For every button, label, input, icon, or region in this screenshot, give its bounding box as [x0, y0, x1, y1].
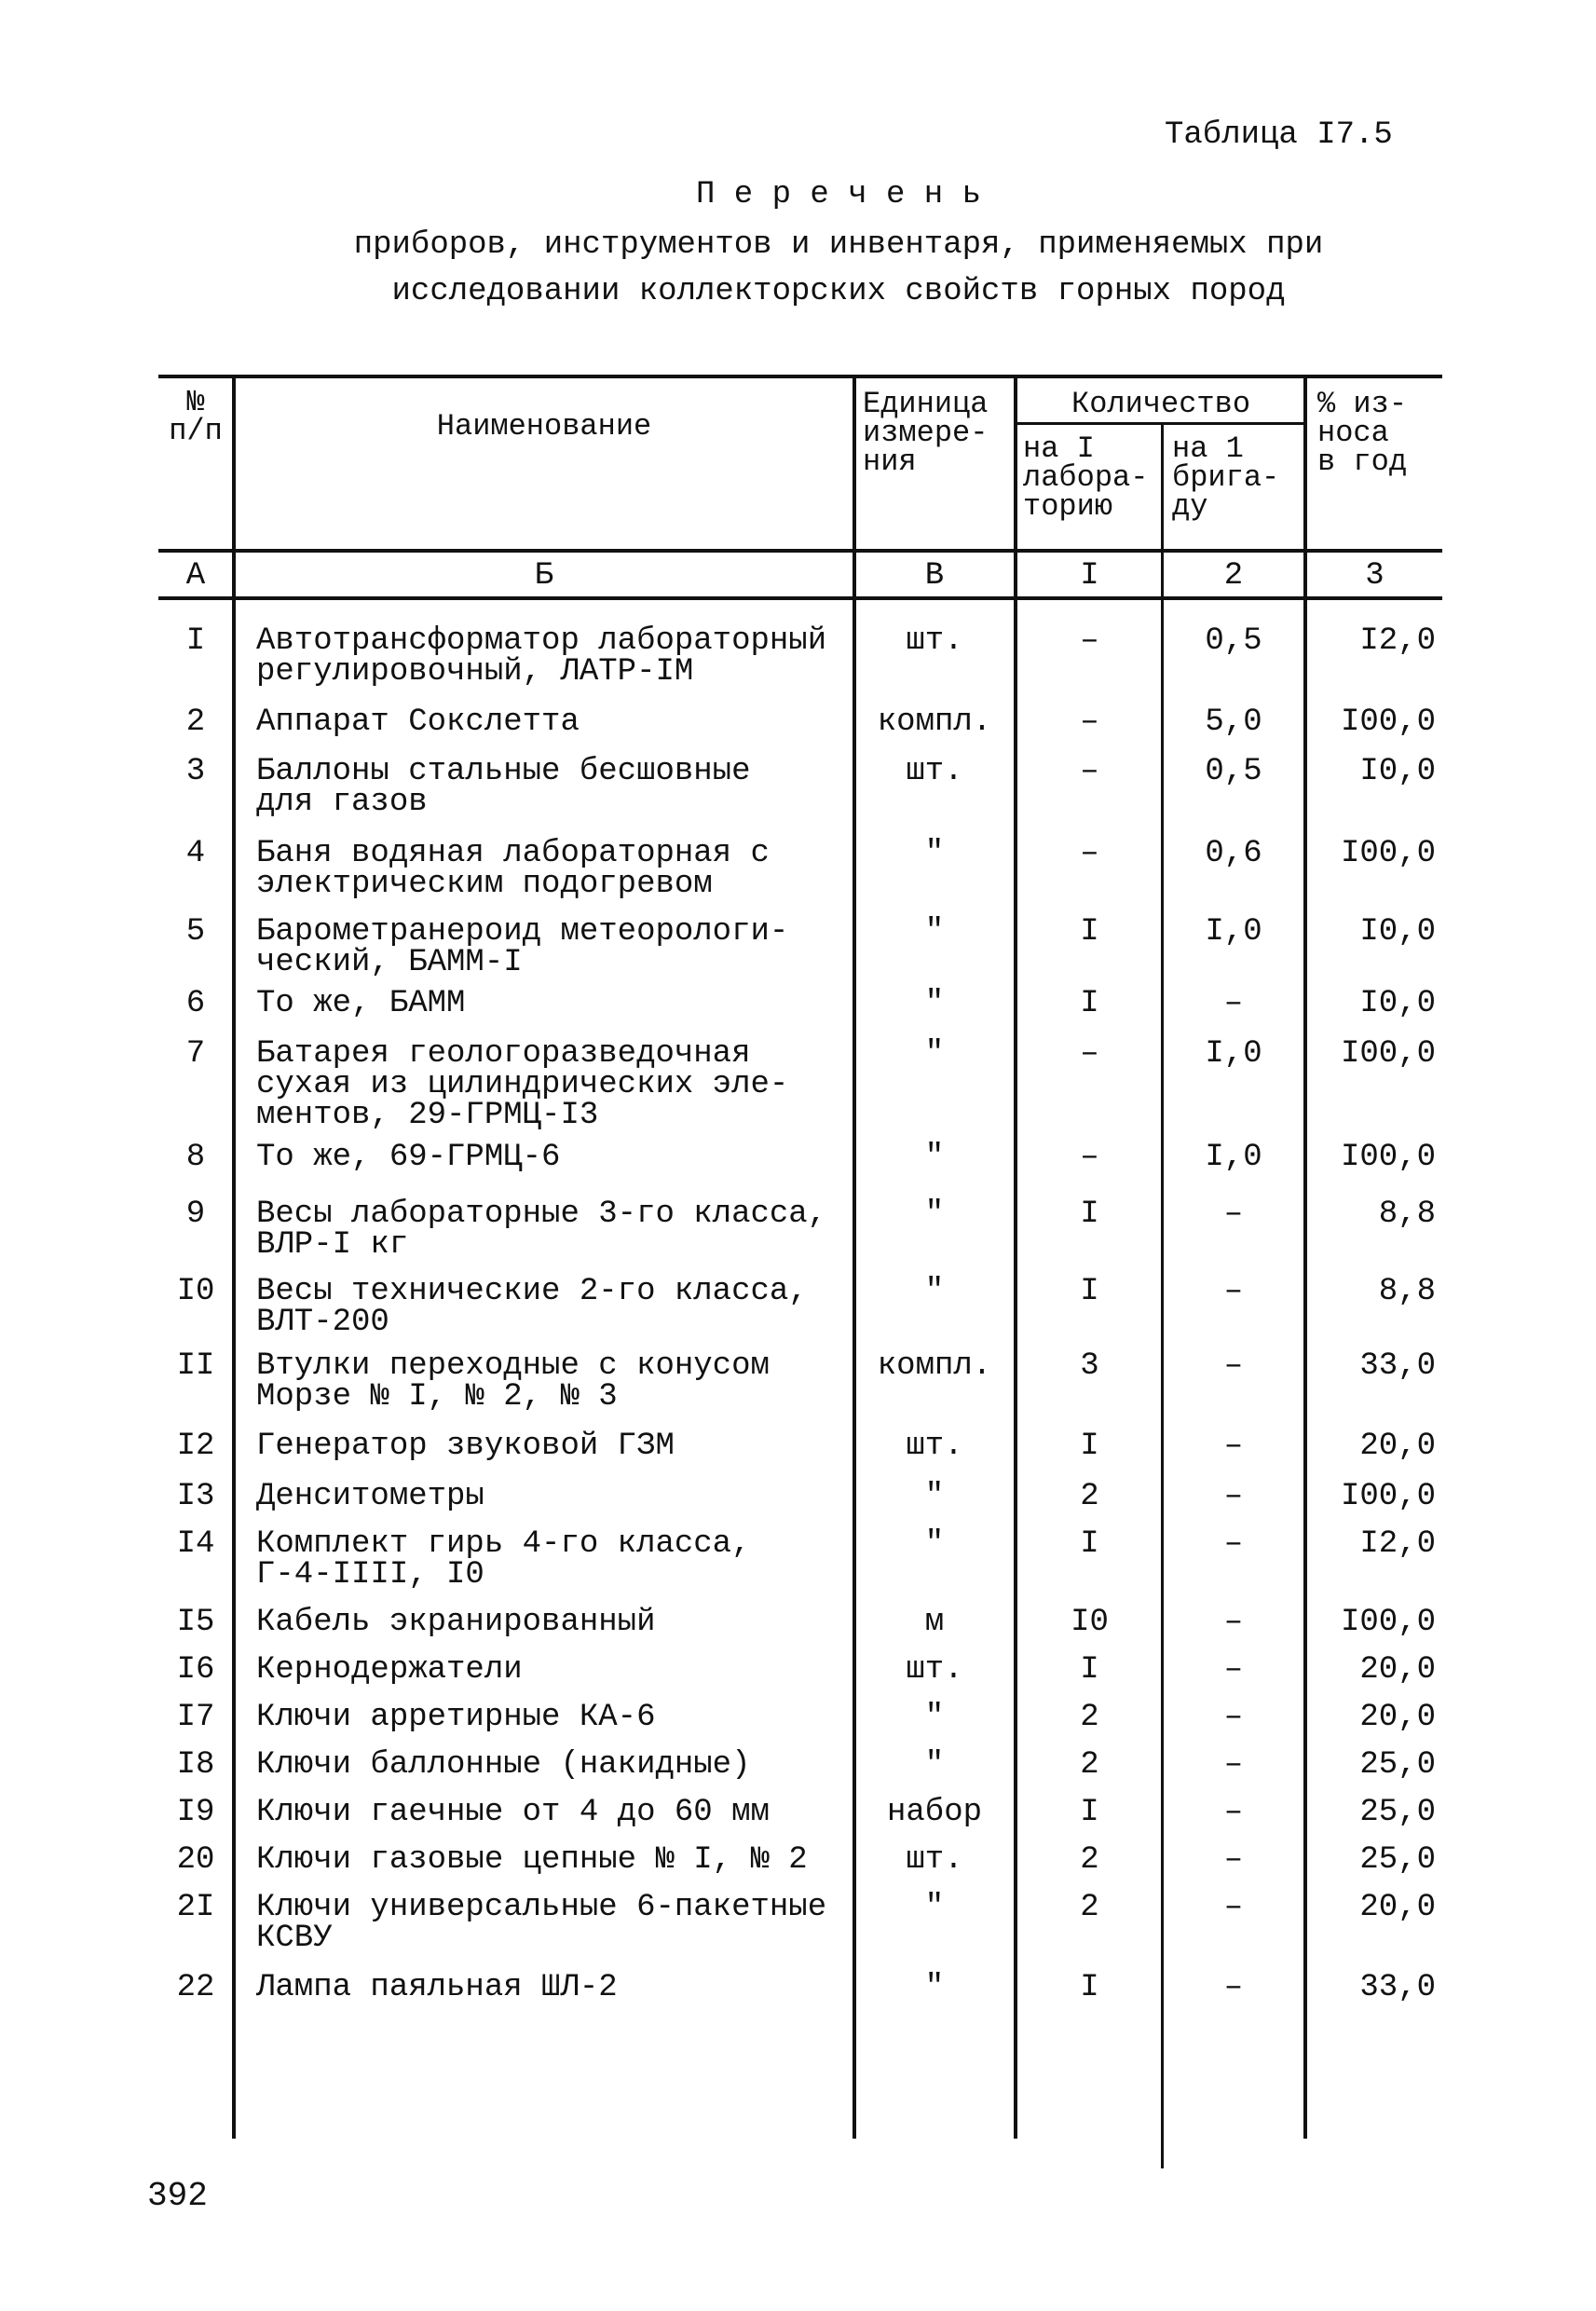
cell-brigade: –	[1223, 1700, 1244, 1735]
cell-unit: "	[924, 1140, 945, 1175]
cell-lab: –	[1080, 623, 1099, 659]
cell-name: Ключи универсальные 6-пакетные КСВУ	[256, 1890, 827, 1956]
cell-num: I9	[176, 1795, 215, 1830]
cell-lab: 2	[1080, 1842, 1099, 1878]
cell-brigade: I,0	[1205, 1036, 1262, 1072]
cell-unit: шт.	[906, 754, 963, 789]
cell-name: Денситометры	[256, 1479, 484, 1514]
cell-name: Кернодержатели	[256, 1652, 523, 1688]
cell-unit: шт.	[906, 1429, 963, 1464]
cell-unit: "	[924, 1479, 945, 1514]
header-wear: % из- носа в год	[1317, 387, 1408, 479]
cell-name: Батарея геологоразведочная сухая из цилиндрических эле- ментов, 29-ГРМЦ-I3	[256, 1036, 789, 1133]
cell-wear: I00,0	[1340, 1036, 1436, 1072]
cell-unit: шт.	[906, 1652, 963, 1688]
cell-lab: 2	[1080, 1479, 1099, 1514]
cell-brigade: –	[1223, 1890, 1244, 1925]
cell-num: I3	[176, 1479, 215, 1514]
cell-wear: I2,0	[1359, 623, 1436, 659]
cell-lab: –	[1080, 754, 1099, 789]
letters-bottom-rule	[158, 596, 1442, 600]
cell-lab: 2	[1080, 1890, 1099, 1925]
cell-num: 5	[185, 914, 206, 950]
cell-unit: компл.	[877, 1348, 992, 1384]
col-letter: А	[185, 558, 206, 594]
cell-num: II	[176, 1348, 215, 1384]
page-title: П е р е ч е н ь	[695, 177, 982, 212]
cell-wear: 20,0	[1359, 1890, 1436, 1925]
cell-wear: I0,0	[1359, 914, 1436, 950]
cell-unit: "	[924, 1890, 945, 1925]
cell-brigade: –	[1223, 1747, 1244, 1783]
cell-unit: "	[924, 1197, 945, 1232]
cell-brigade: –	[1223, 1526, 1244, 1562]
cell-unit: "	[924, 1526, 945, 1562]
cell-brigade: I,0	[1205, 914, 1262, 950]
header-num: № п/п	[169, 385, 223, 448]
cell-unit: "	[924, 986, 945, 1021]
cell-name: Баня водяная лабораторная с электрическим подогревом	[256, 836, 770, 902]
cell-brigade: 0,5	[1205, 623, 1262, 659]
cell-name: Весы лабораторные 3-го класса, ВЛР-I кг	[256, 1197, 827, 1263]
cell-lab: I	[1080, 986, 1099, 1021]
cell-wear: I0,0	[1359, 986, 1436, 1021]
header-quantity: Количество	[1071, 387, 1251, 421]
cell-brigade: –	[1223, 1842, 1244, 1878]
cell-unit: м	[924, 1605, 945, 1640]
cell-unit: шт.	[906, 623, 963, 659]
cell-unit: шт.	[906, 1842, 963, 1878]
cell-name: Автотрансформатор лабораторный регулировочный, ЛАТР-IМ	[256, 623, 827, 690]
col-letter: Б	[534, 558, 554, 594]
cell-wear: I00,0	[1340, 836, 1436, 871]
cell-lab: I	[1080, 1970, 1099, 2005]
header-unit: Единица измере- ния	[863, 387, 989, 479]
cell-brigade: –	[1223, 1479, 1244, 1514]
cell-name: Ключи гаечные от 4 до 60 мм	[256, 1795, 770, 1830]
cell-wear: 8,8	[1378, 1197, 1436, 1232]
cell-wear: I00,0	[1340, 704, 1436, 740]
cell-lab: 2	[1080, 1700, 1099, 1735]
subtitle-line-2: исследовании коллекторских свойств горных пород	[391, 274, 1286, 309]
cell-wear: 8,8	[1378, 1274, 1436, 1309]
page-number: 392	[147, 2177, 208, 2215]
cell-wear: 25,0	[1359, 1747, 1436, 1783]
cell-lab: I	[1080, 1274, 1099, 1309]
cell-lab: –	[1080, 704, 1099, 740]
cell-num: I8	[176, 1747, 215, 1783]
subtitle-line-1: приборов, инструментов и инвентаря, применяемых при	[353, 227, 1324, 263]
cell-wear: I2,0	[1359, 1526, 1436, 1562]
cell-wear: I0,0	[1359, 754, 1436, 789]
cell-name: Лампа паяльная ШЛ-2	[256, 1970, 618, 2005]
cell-num: 2	[185, 704, 206, 740]
cell-lab: I	[1080, 1197, 1099, 1232]
cell-lab: –	[1080, 1036, 1099, 1072]
cell-brigade: –	[1223, 1970, 1244, 2005]
cell-brigade: –	[1223, 1605, 1244, 1640]
col-letter: В	[924, 558, 945, 594]
cell-num: I4	[176, 1526, 215, 1562]
cell-brigade: I,0	[1205, 1140, 1262, 1175]
cell-name: Кабель экранированный	[256, 1605, 656, 1640]
cell-num: I2	[176, 1429, 215, 1464]
cell-name: Баллоны стальные бесшовные для газов	[256, 754, 751, 820]
header-per-lab: на I лабора- торию	[1023, 431, 1149, 524]
header-bottom-rule	[158, 549, 1442, 553]
table-label: Таблица I7.5	[1165, 117, 1393, 153]
cell-wear: 20,0	[1359, 1429, 1436, 1464]
cell-lab: 3	[1080, 1348, 1099, 1384]
cell-brigade: –	[1223, 1429, 1244, 1464]
cell-brigade: –	[1223, 1652, 1244, 1688]
cell-unit: "	[924, 836, 945, 871]
cell-lab: I0	[1071, 1605, 1109, 1640]
cell-name: Аппарат Сокслетта	[256, 704, 580, 740]
cell-name: Барометранероид метеорологи- ческий, БАММ-I	[256, 914, 789, 980]
cell-brigade: –	[1223, 986, 1244, 1021]
table-top-rule	[158, 375, 1442, 378]
cell-unit: "	[924, 914, 945, 950]
cell-num: 4	[185, 836, 206, 871]
cell-brigade: –	[1223, 1795, 1244, 1830]
cell-wear: 20,0	[1359, 1700, 1436, 1735]
cell-unit: "	[924, 1970, 945, 2005]
cell-lab: 2	[1080, 1747, 1099, 1783]
cell-brigade: 0,6	[1205, 836, 1262, 871]
cell-unit: "	[924, 1036, 945, 1072]
cell-name: Комплект гирь 4-го класса, Г-4-IIII, I0	[256, 1526, 751, 1593]
cell-num: 9	[185, 1197, 206, 1232]
cell-brigade: –	[1223, 1274, 1244, 1309]
cell-name: Весы технические 2-го класса, ВЛТ-200	[256, 1274, 808, 1340]
cell-name: Ключи газовые цепные № I, № 2	[256, 1842, 808, 1878]
cell-lab: I	[1080, 1795, 1099, 1830]
cell-lab: I	[1080, 1526, 1099, 1562]
cell-num: 8	[185, 1140, 206, 1175]
cell-name: Ключи арретирные КА-6	[256, 1700, 656, 1735]
cell-num: I	[185, 623, 206, 659]
cell-name: То же, БАММ	[256, 986, 466, 1021]
cell-wear: 20,0	[1359, 1652, 1436, 1688]
cell-wear: 25,0	[1359, 1795, 1436, 1830]
cell-wear: I00,0	[1340, 1479, 1436, 1514]
cell-wear: 33,0	[1359, 1348, 1436, 1384]
cell-lab: –	[1080, 1140, 1099, 1175]
cell-name: Втулки переходные с конусом Морзе № I, № 2, № 3	[256, 1348, 770, 1415]
quantity-sub-rule	[1015, 422, 1304, 425]
cell-lab: I	[1080, 914, 1099, 950]
cell-brigade: –	[1223, 1348, 1244, 1384]
cell-num: I6	[176, 1652, 215, 1688]
cell-num: 6	[185, 986, 206, 1021]
cell-brigade: 5,0	[1205, 704, 1262, 740]
cell-unit: набор	[886, 1795, 983, 1830]
cell-unit: компл.	[877, 704, 992, 740]
cell-lab: I	[1080, 1429, 1099, 1464]
col-letter: 3	[1365, 558, 1385, 594]
cell-brigade: 0,5	[1205, 754, 1262, 789]
cell-wear: 25,0	[1359, 1842, 1436, 1878]
cell-brigade: –	[1223, 1197, 1244, 1232]
cell-name: То же, 69-ГРМЦ-6	[256, 1140, 561, 1175]
cell-lab: I	[1080, 1652, 1099, 1688]
cell-unit: "	[924, 1700, 945, 1735]
cell-num: 20	[176, 1842, 215, 1878]
cell-name: Ключи баллонные (накидные)	[256, 1747, 751, 1783]
cell-num: 3	[185, 754, 206, 789]
cell-wear: I00,0	[1340, 1140, 1436, 1175]
cell-num: I5	[176, 1605, 215, 1640]
cell-name: Генератор звуковой ГЗМ	[256, 1429, 675, 1464]
cell-num: I7	[176, 1700, 215, 1735]
cell-unit: "	[924, 1747, 945, 1783]
cell-num: 22	[176, 1970, 215, 2005]
cell-num: 7	[185, 1036, 206, 1072]
cell-lab: –	[1080, 836, 1099, 871]
cell-wear: 33,0	[1359, 1970, 1436, 2005]
cell-unit: "	[924, 1274, 945, 1309]
cell-wear: I00,0	[1340, 1605, 1436, 1640]
cell-num: I0	[176, 1274, 215, 1309]
header-per-brigade: на 1 брига- ду	[1172, 431, 1280, 524]
col-letter: 2	[1223, 558, 1244, 594]
header-name: Наименование	[436, 409, 652, 444]
col-letter: I	[1080, 558, 1099, 594]
cell-num: 2I	[176, 1890, 215, 1925]
